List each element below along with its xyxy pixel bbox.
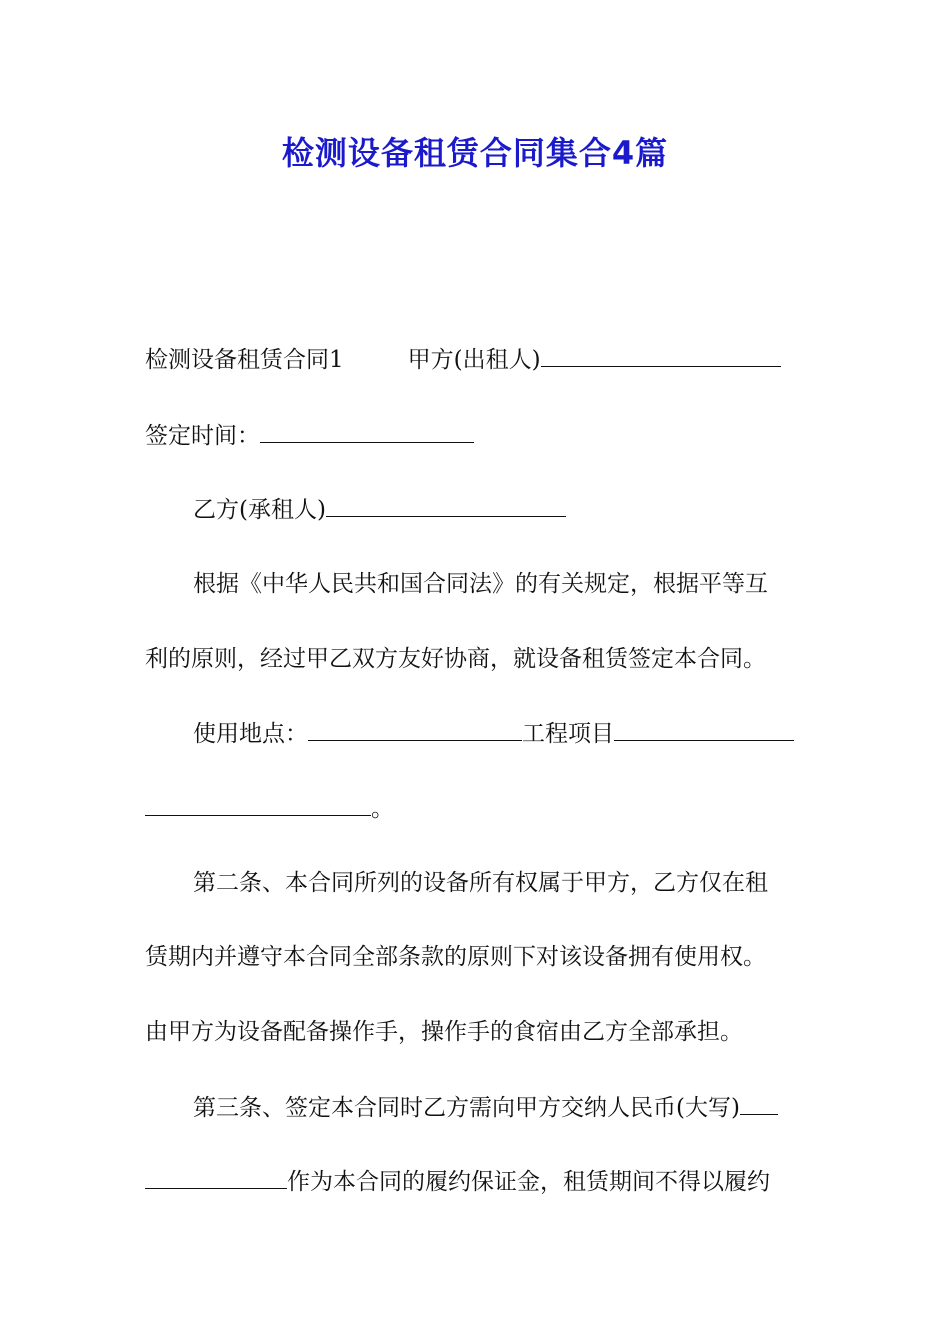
- deposit-continuation-line: [145, 1166, 770, 1197]
- document-title: 检测设备租赁合同集合4篇: [281, 134, 669, 172]
- project-blank: [614, 718, 794, 741]
- project-continuation-line: [145, 793, 394, 824]
- deposit-line: [193, 1092, 778, 1123]
- contract-heading-line: [145, 344, 781, 375]
- party-a-blank: [541, 344, 781, 367]
- deposit-amount-blank-continued: [145, 1166, 287, 1189]
- usage-location-blank: [308, 718, 522, 741]
- paragraph-line: 利的原则，经过甲乙双方友好协商，就设备租赁签定本合同。: [145, 646, 766, 672]
- usage-location-label: 使用地点：: [193, 721, 308, 747]
- project-label: 工程项目: [522, 721, 614, 747]
- party-b-label: 乙方(承租人): [193, 497, 326, 523]
- party-b-line: [193, 494, 566, 525]
- party-a-label: 甲方(出租人): [407, 347, 541, 373]
- sign-date-line: [145, 420, 474, 451]
- sign-date-blank: [260, 420, 474, 443]
- sign-date-label: 签定时间：: [145, 423, 260, 449]
- deposit-amount-blank: [740, 1092, 778, 1115]
- usage-location-line: [193, 718, 794, 749]
- period-mark: 。: [371, 796, 394, 822]
- party-b-blank: [326, 494, 566, 517]
- contract-number-label: 检测设备租赁合同1: [145, 347, 344, 373]
- paragraph-line: 根据《中华人民共和国合同法》的有关规定，根据平等互: [193, 571, 768, 597]
- paragraph-line: 赁期内并遵守本合同全部条款的原则下对该设备拥有使用权。: [145, 944, 766, 970]
- deposit-text: 第三条、签定本合同时乙方需向甲方交纳人民币(大写): [193, 1095, 740, 1121]
- project-blank-continued: [145, 793, 371, 816]
- paragraph-line: 由甲方为设备配备操作手，操作手的食宿由乙方全部承担。: [145, 1019, 743, 1045]
- paragraph-line: 第二条、本合同所列的设备所有权属于甲方，乙方仅在租: [193, 870, 768, 896]
- deposit-continuation-text: 作为本合同的履约保证金，租赁期间不得以履约: [287, 1169, 770, 1195]
